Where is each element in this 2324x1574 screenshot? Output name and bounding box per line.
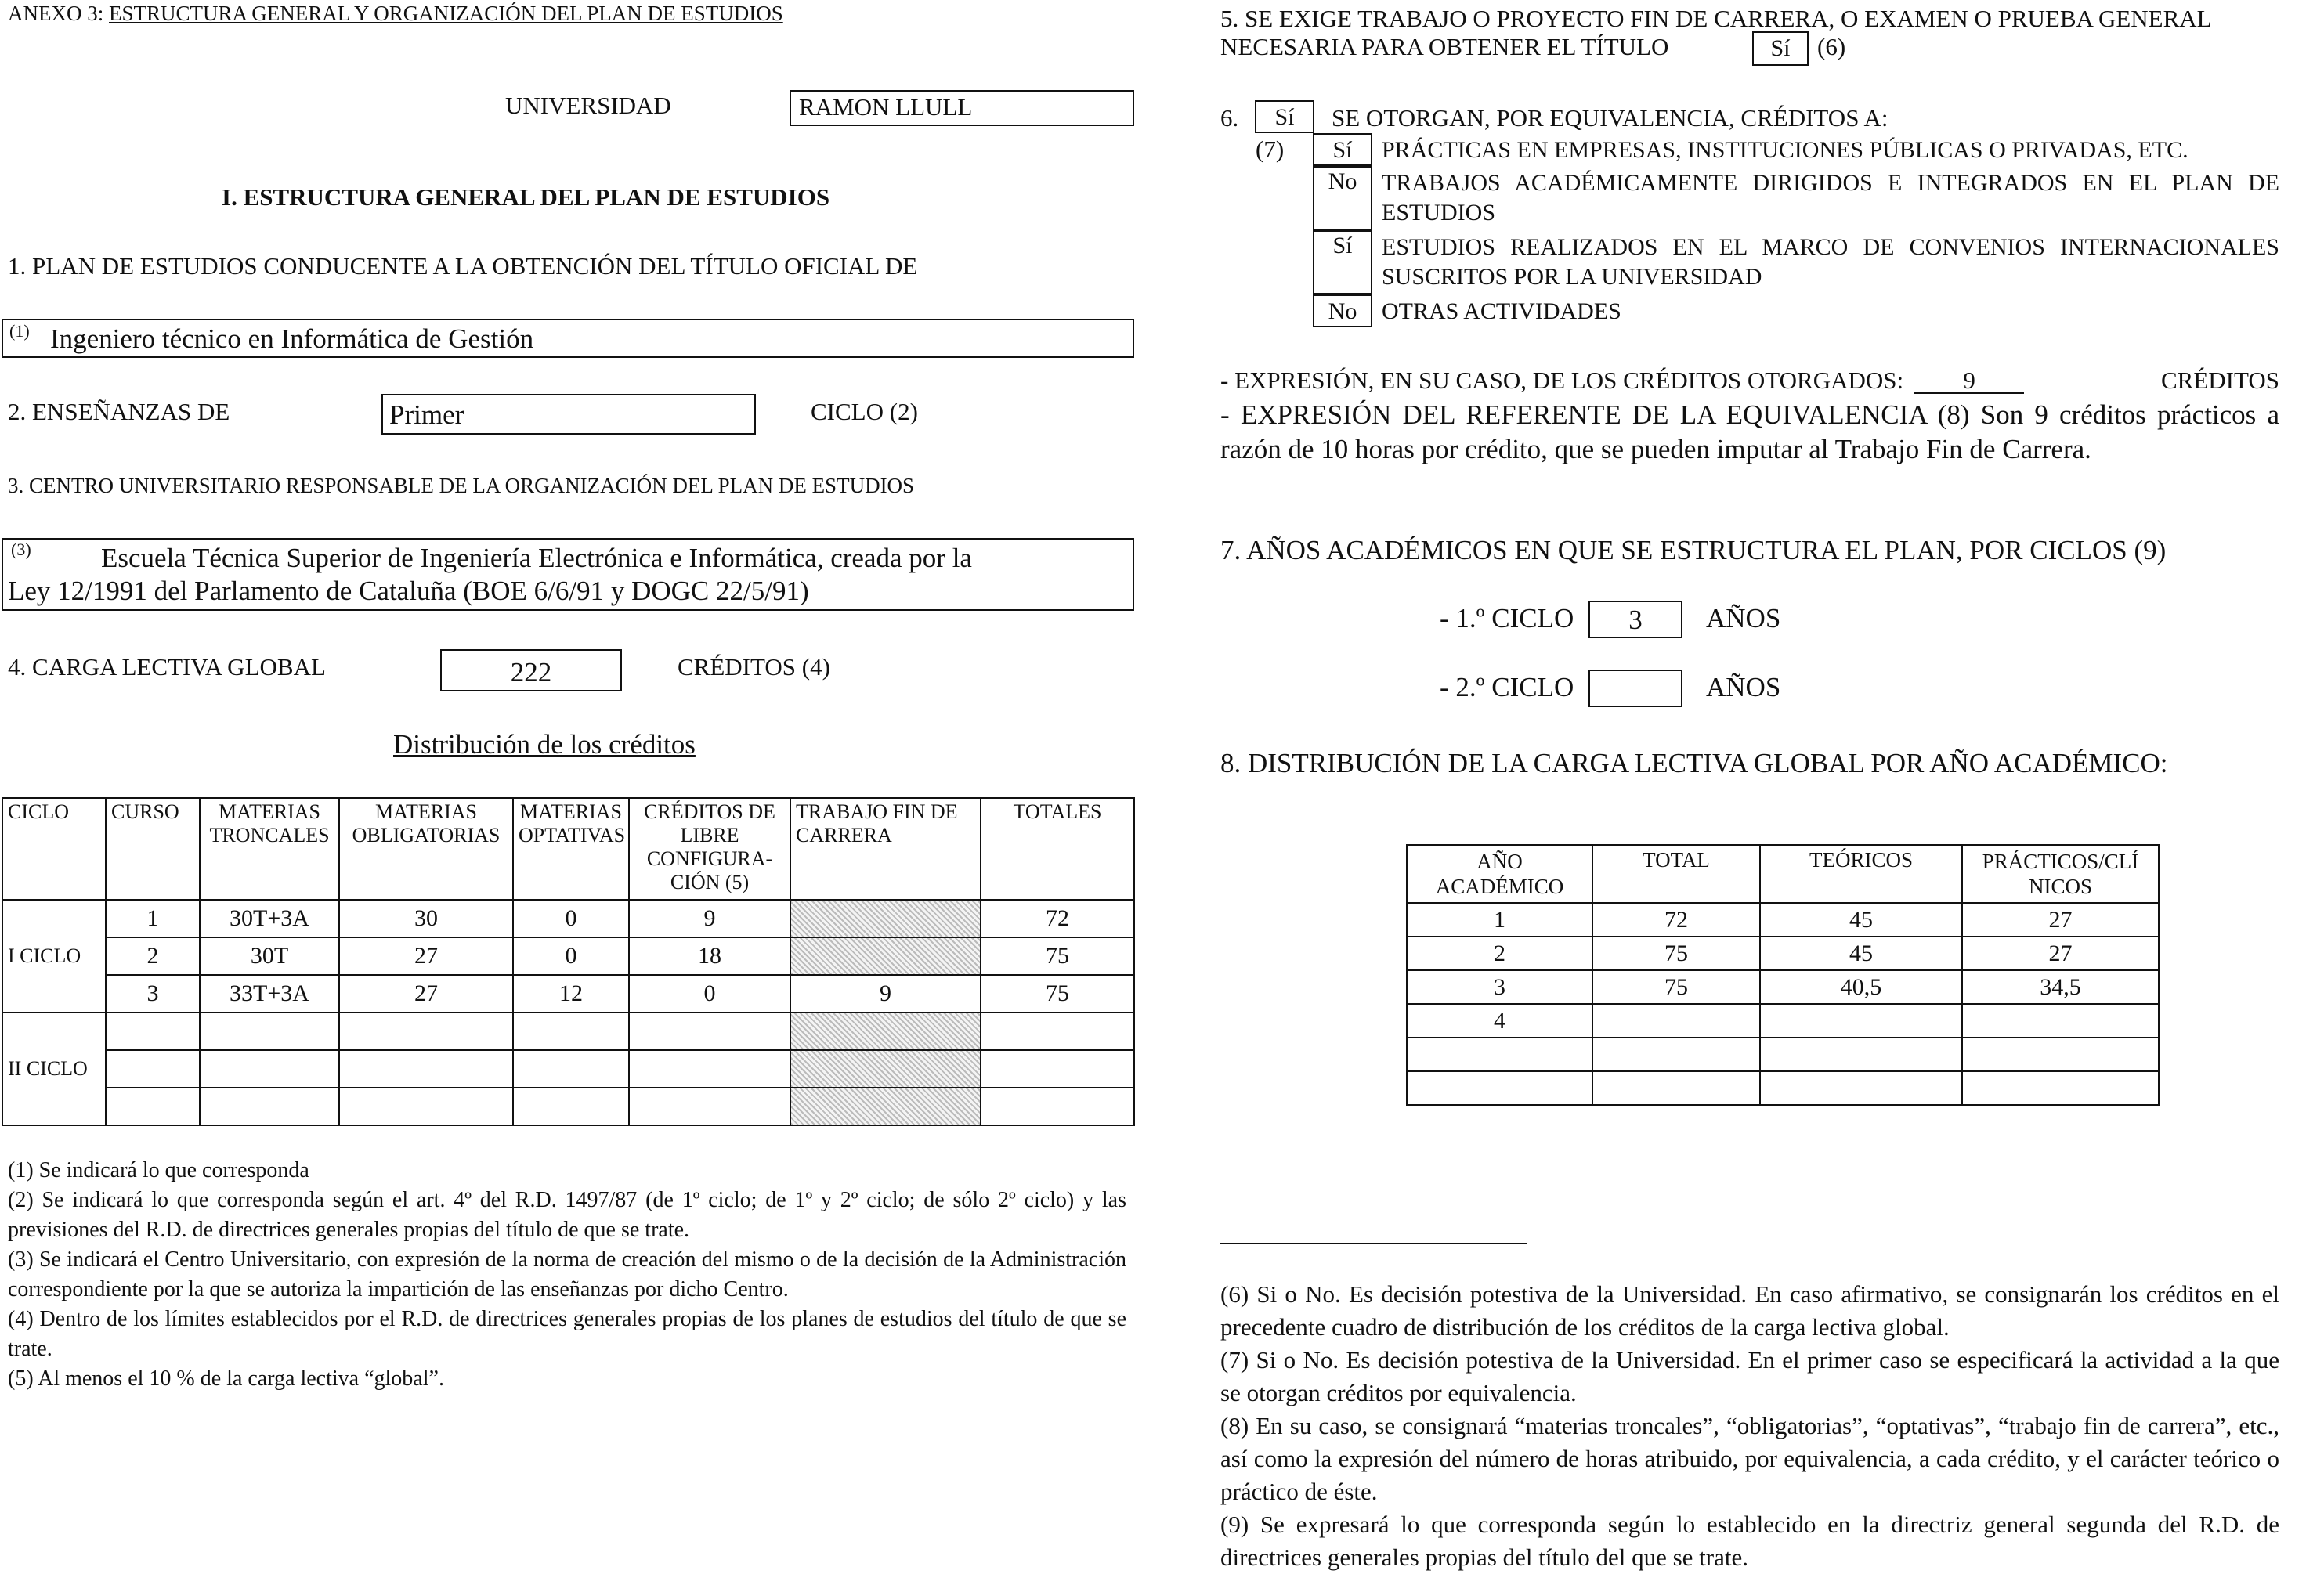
header-libre-configuracion: CRÉDITOS DE LIBRE CONFIGURA-CIÓN (5) [629,798,790,900]
footnote-7: (7) Si o No. Es decisión potestiva de la Universidad. En el primer caso se especificará la actividad a la que se otorgan créditos por equivalencia. [1220,1346,2279,1406]
item6-number: 6. [1220,104,1239,132]
table-header-row [1407,845,2159,903]
university-center-field: (3) Escuela Técnica Superior de Ingeniería Electrónica e Informática, creada por la Ley 12/1991 del Parlamento de Cataluña (BOE 6/6/91 y DOGC 22/5/91) [2,538,1134,611]
header-troncales: MATERIAS TRONCALES [200,798,339,900]
header-teoricos: TEÓRICOS [1760,845,1962,903]
left-footnotes [8,1156,1126,1394]
cycle-field: Primer [381,394,756,435]
university-label: UNIVERSIDAD [505,92,671,119]
credits-distribution-table [2,797,1135,1126]
header-trabajo-fin: TRABAJO FIN DE CARRERA [790,798,981,900]
table-row: 3 33T+3A 27 12 0 9 75 [2,975,1134,1013]
item2-label: 2. ENSEÑANZAS DE [8,398,230,425]
option-label-cont: SUSCRITOS POR LA UNIVERSIDAD [1382,264,1762,290]
section-title: I. ESTRUCTURA GENERAL DEL PLAN DE ESTUDIOS [222,183,830,211]
item1-label: 1. PLAN DE ESTUDIOS CONDUCENTE A LA OBTENCIÓN DEL TÍTULO OFICIAL DE [8,252,918,280]
credits-expression: - EXPRESIÓN, EN SU CASO, DE LOS CRÉDITOS OTORGADOS: 9 CRÉDITOS [1220,366,2279,394]
footnote-separator [1220,1243,1527,1244]
right-footnotes [1220,1278,2279,1574]
header-totales: TOTALES [981,798,1134,900]
table-row: 4 [1407,1004,2159,1038]
option-checkbox: Sí [1313,133,1372,166]
item4-label: 4. CARGA LECTIVA GLOBAL [8,653,326,681]
table-row [1407,1038,2159,1071]
table-header-row [2,798,1134,900]
header-ciclo: CICLO [2,798,106,900]
table-row: 2 30T 27 0 18 75 [2,937,1134,975]
option-label: PRÁCTICAS EN EMPRESAS, INSTITUCIONES PÚBLICAS O PRIVADAS, ETC. [1382,137,2188,163]
table-row: I CICLO 1 30T+3A 30 0 9 72 [2,900,1134,937]
equivalence-line1: - EXPRESIÓN DEL REFERENTE DE LA EQUIVALENCIA (8) Son 9 créditos prácticos a [1220,399,2279,430]
item6-text: SE OTORGAN, POR EQUIVALENCIA, CRÉDITOS A: [1332,104,1888,132]
total-credits-field: 222 [440,649,622,691]
cycle2-years-field [1588,670,1682,707]
item4-suffix: CRÉDITOS (4) [678,653,830,681]
table-row [2,1050,1134,1088]
item2-suffix: CICLO (2) [811,398,918,425]
credits-granted-value: 9 [1914,369,2024,394]
option-checkbox: No [1313,166,1372,230]
header-optativas: MATERIAS OPTATIVAS [513,798,629,900]
cycle1-unit: AÑOS [1706,603,1781,634]
option-checkbox: No [1313,294,1372,327]
equivalence-line2: razón de 10 horas por crédito, que se pueden imputar al Trabajo Fin de Carrera. [1220,434,2091,464]
option-label: ESTUDIOS REALIZADOS EN EL MARCO DE CONVENIOS INTERNACIONALES [1382,234,2279,260]
item5-checkbox: Sí [1752,31,1809,66]
table-row [1407,1071,2159,1105]
table-row: 2 75 45 27 [1407,937,2159,970]
header-ano-academico: AÑO ACADÉMICO [1407,845,1592,903]
footnote-2: (2) Se indicará lo que corresponda según el art. 4º del R.D. 1497/87 (de 1º ciclo; de 1º y 2º ciclo; de sólo 2º ciclo) y las previsiones del R.D. de directrices generales propias del título de que se trate. [8,1188,1126,1242]
option-label-cont: ESTUDIOS [1382,200,1496,226]
header-total: TOTAL [1592,845,1760,903]
degree-title-field: (1) Ingeniero técnico en Informática de Gestión [2,319,1134,358]
footnote-4: (4) Dentro de los límites establecidos por el R.D. de directrices generales propias de los planes de estudios del título de que se trate. [8,1307,1126,1361]
item8-label: 8. DISTRIBUCIÓN DE LA CARGA LECTIVA GLOBAL POR AÑO ACADÉMICO: [1220,748,2168,778]
cycle2-label: - 2.º CICLO [1440,672,1574,702]
header-curso: CURSO [106,798,200,900]
footnote-6: (6) Si o No. Es decisión potestiva de la Universidad. En caso afirmativo, se consignarán los créditos en el precedente cuadro de distribución de los créditos de la carga lectiva global. [1220,1280,2279,1341]
item5-line1: 5. SE EXIGE TRABAJO O PROYECTO FIN DE CARRERA, O EXAMEN O PRUEBA GENERAL [1220,5,2212,32]
table-row: 1 72 45 27 [1407,903,2159,937]
cycle1-years-field: 3 [1588,601,1682,638]
option-checkbox: Sí [1313,230,1372,294]
item6-checkbox: Sí [1255,100,1314,133]
item5-line2: NECESARIA PARA OBTENER EL TÍTULO [1220,33,1669,60]
cycle2-unit: AÑOS [1706,672,1781,702]
item7-label: 7. AÑOS ACADÉMICOS EN QUE SE ESTRUCTURA EL PLAN, POR CICLOS (9) [1220,535,2167,565]
header-practicos: PRÁCTICOS/CLÍ NICOS [1962,845,2159,903]
footnote-1: (1) Se indicará lo que corresponda [8,1158,309,1182]
table-row [2,1013,1134,1050]
distribution-title: Distribución de los créditos [393,729,696,760]
option-label: OTRAS ACTIVIDADES [1382,298,1621,324]
degree-title: Ingeniero técnico en Informática de Gestión [50,323,534,354]
cycle-1-label: I CICLO [2,900,106,1013]
university-field: RAMON LLULL [790,90,1134,126]
footnote-8: (8) En su caso, se consignará “materias troncales”, “obligatorias”, “optativas”, “trabajo fin de carrera”, etc., así como la expresión del número de horas atribuido, por equivalencia, a cada crédito, y el carácter teórico o práctico de éste. [1220,1412,2279,1505]
annex-heading: ANEXO 3: ESTRUCTURA GENERAL Y ORGANIZACIÓN DEL PLAN DE ESTUDIOS [8,2,783,25]
annex-title: ESTRUCTURA GENERAL Y ORGANIZACIÓN DEL PLAN DE ESTUDIOS [109,2,783,25]
cycle-2-label: II CICLO [2,1013,106,1125]
table-row: 3 75 40,5 34,5 [1407,970,2159,1004]
header-obligatorias: MATERIAS OBLIGATORIAS [339,798,513,900]
item6-note: (7) [1256,135,1285,163]
footnote-9: (9) Se expresará lo que corresponda según lo establecido en la directriz general segunda del R.D. de directrices generales propias del título del que se trate. [1220,1511,2279,1571]
cycle1-label: - 1.º CICLO [1440,603,1574,634]
table-row [2,1088,1134,1125]
academic-year-table [1406,844,2160,1106]
footnote-5: (5) Al menos el 10 % de la carga lectiva “global”. [8,1366,444,1391]
item5-note: (6) [1817,33,1846,60]
item3-label: 3. CENTRO UNIVERSITARIO RESPONSABLE DE LA ORGANIZACIÓN DEL PLAN DE ESTUDIOS [8,474,915,497]
footnote-3: (3) Se indicará el Centro Universitario, con expresión de la norma de creación del mismo o de la decisión de la Administración correspondiente por la que se autoriza la impartición de las enseñanzas por dicho Centro. [8,1247,1126,1301]
option-label: TRABAJOS ACADÉMICAMENTE DIRIGIDOS E INTEGRADOS EN EL PLAN DE [1382,170,2279,196]
